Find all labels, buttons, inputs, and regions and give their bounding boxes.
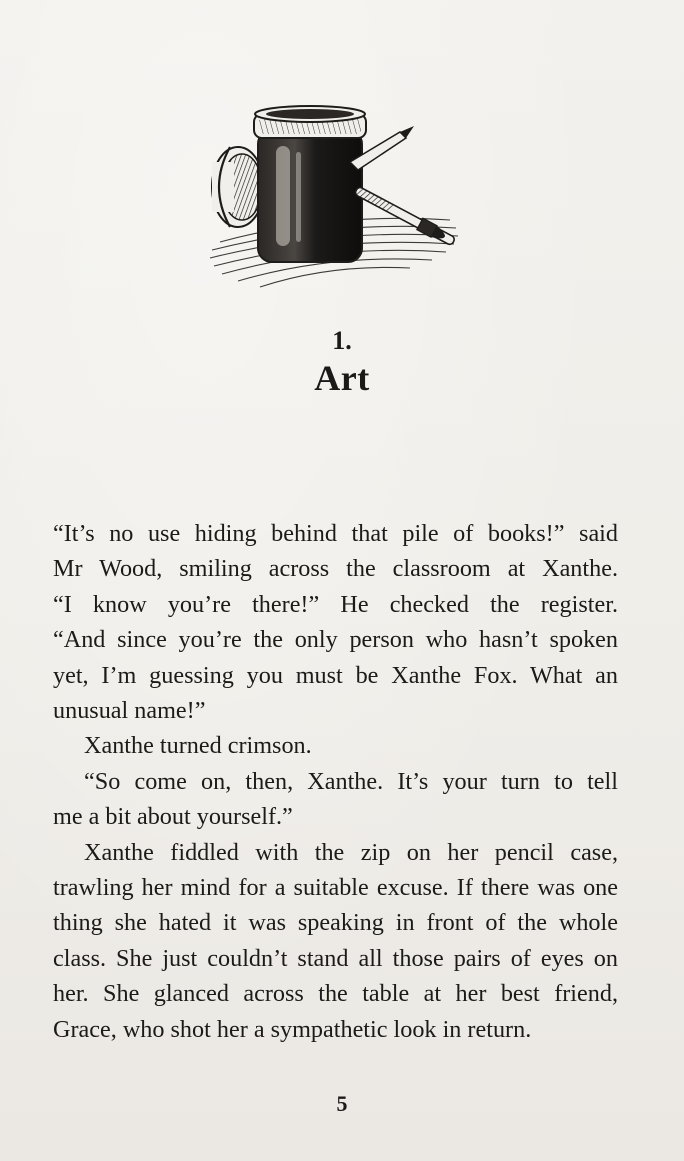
text-line: her. She glanced across the table at her best friend,: [53, 980, 618, 1008]
text-line: Xanthe turned crimson.: [84, 732, 312, 760]
page-number: 5: [336, 1091, 348, 1116]
paragraph: [53, 516, 618, 728]
text-line: “So come on, then, Xanthe. It’s your turn to tell: [84, 767, 618, 795]
text-line: thing she hated it was speaking in front of the whole: [53, 909, 618, 937]
text-line: class. She just couldn’t stand all those pairs of eyes on: [53, 944, 618, 972]
text-line: yet, I’m guessing you must be Xanthe Fox. What an: [53, 661, 618, 689]
text-line: unusual name!”: [53, 697, 206, 725]
chapter-title: Art: [314, 358, 370, 398]
chapter-body-text: [53, 516, 618, 1047]
ink-jar-and-paintbrush-icon: [200, 92, 465, 292]
text-line: trawling her mind for a suitable excuse. If there was one: [53, 874, 618, 902]
paragraph: [53, 764, 618, 835]
paragraph: [53, 728, 618, 763]
text-line: “I know you’re there!” He checked the register.: [53, 590, 618, 618]
text-line: “It’s no use hiding behind that pile of books!” said: [53, 520, 618, 547]
text-line: “And since you’re the only person who hasn’t spoken: [53, 626, 618, 654]
text-line: Xanthe fiddled with the zip on her pencil case,: [84, 838, 618, 866]
paragraph: [53, 835, 618, 1047]
text-line: Grace, who shot her a sympathetic look in return.: [53, 1015, 532, 1043]
text-line: me a bit about yourself.”: [53, 803, 293, 831]
text-line: Mr Wood, smiling across the classroom at Xanthe.: [53, 555, 618, 583]
chapter-number: 1.: [332, 326, 352, 355]
